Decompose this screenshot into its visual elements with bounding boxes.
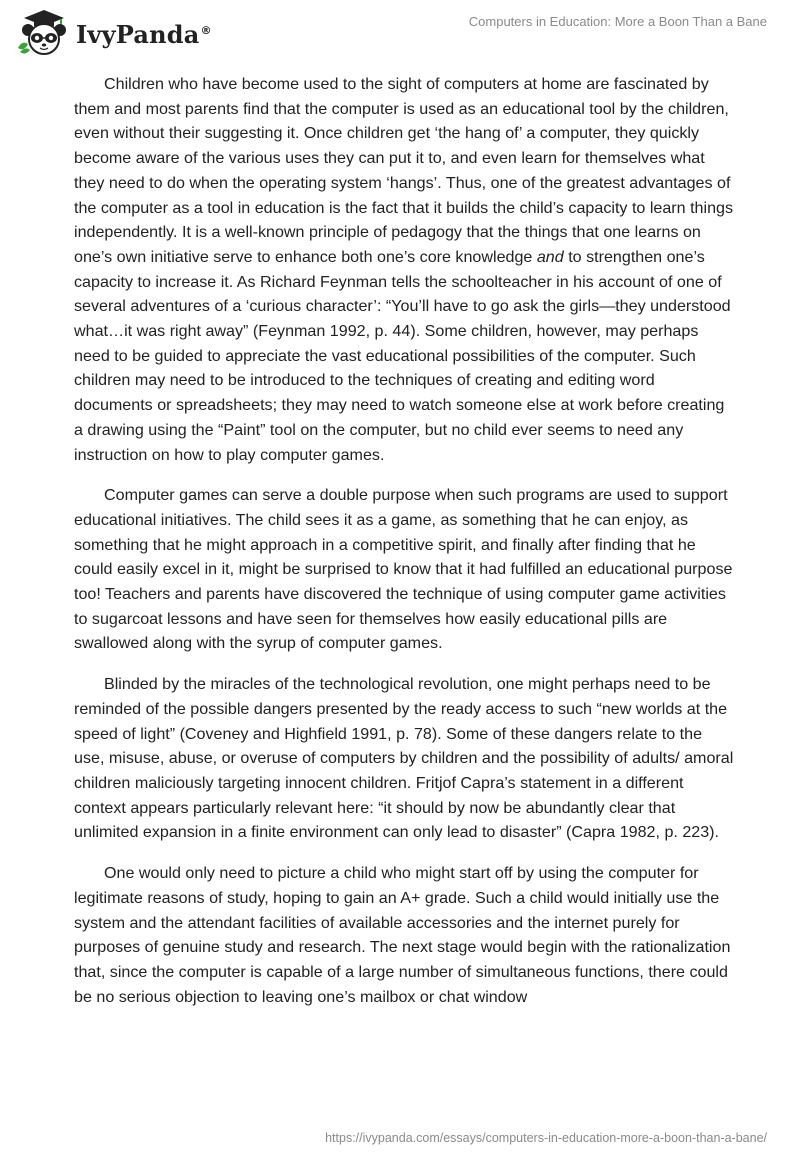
- panda-graduate-icon: [14, 8, 70, 56]
- ivypanda-logo[interactable]: [14, 8, 212, 56]
- registered-mark: ®: [200, 23, 212, 37]
- essay-body: [74, 72, 734, 1025]
- brand-name-text: IvyPanda: [76, 19, 200, 49]
- paragraph-3: Blinded by the miracles of the technological revolution, one might perhaps need to be reminded of the possible dangers presented by the ready access to such “new worlds at the speed of light” (Coveney and Highfield 1991, p. 78). Some of these dangers relate to the use, misuse, abuse, or overuse of computers by children and the possibility of adults/ amoral children maliciously targeting innocent children. Fritjof Capra’s statement in a different context appears particularly relevant here: “it should by now be abundantly clear that unlimited expansion in a finite environment can only lead to disaster” (Capra 1982, p. 223).: [74, 675, 734, 842]
- paragraph-4: One would only need to picture a child who might start off by using the computer for legitimate reasons of study, hoping to gain an A+ grade. Such a child would initially use the system and the attendant facilities of available accessories and the internet purely for purposes of genuine study and research. The next stage would begin with the rationalization that, since the computer is capable of a large number of simultaneous functions, there could be no serious objection to leaving one’s mailbox or chat window: [74, 864, 731, 1006]
- brand-name: [76, 20, 212, 49]
- paragraph-2: Computer games can serve a double purpose when such programs are used to support educational initiatives. The child sees it as a game, as something that he can enjoy, as something that he might approach in a competitive spirit, and finally after finding that he could easily excel in it, might be surprised to know that it had fulfilled an educational purpose too! Teachers and parents have discovered the technique of using computer game activities to sugarcoat lessons and have seen for themselves how easily educational pills are swallowed along with the syrup of computer games.: [74, 486, 733, 653]
- source-url[interactable]: https://ivypanda.com/essays/computers-in-education-more-a-boon-than-a-bane/: [325, 1131, 767, 1145]
- document-title: Computers in Education: More a Boon Than a Bane: [468, 14, 767, 29]
- paragraph-1: [74, 72, 734, 467]
- emphasis-and: and: [536, 247, 564, 266]
- page-header: [0, 0, 800, 62]
- paragraph-1-text-b: to strengthen one’s capacity to increase it. As Richard Feynman tells the schoolteacher in his account of one of several adventures of a ‘curious character’: “You’ll have to go ask the girls—they understood what…it was right away” (Feynman 1992, p. 44). Some children, however, may perhaps need to be guided to appreciate the vast educational possibilities of the computer. Such children may need to be introduced to the techniques of creating and editing word documents or spreadsheets; they may need to watch someone else at work before creating a drawing using the “Paint” tool on the computer, but no child ever seems to need any instruction on how to play computer games.: [74, 247, 731, 464]
- paragraph-1-text-a: Children who have become used to the sight of computers at home are fascinated by them and most parents find that the computer is used as an educational tool by the children, even without their suggesting it. Once children get ‘the hang of’ a computer, they quickly become aware of the various uses they can put it to, and even learn for themselves what they need to do when the operating system ‘hangs’. Thus, one of the greatest advantages of the computer as a tool in education is the fact that it builds the child’s capacity to learn things independently. It is a well-known principle of pedagogy that the things that one learns on one’s own initiative serve to enhance both one’s core knowledge: [74, 75, 734, 266]
